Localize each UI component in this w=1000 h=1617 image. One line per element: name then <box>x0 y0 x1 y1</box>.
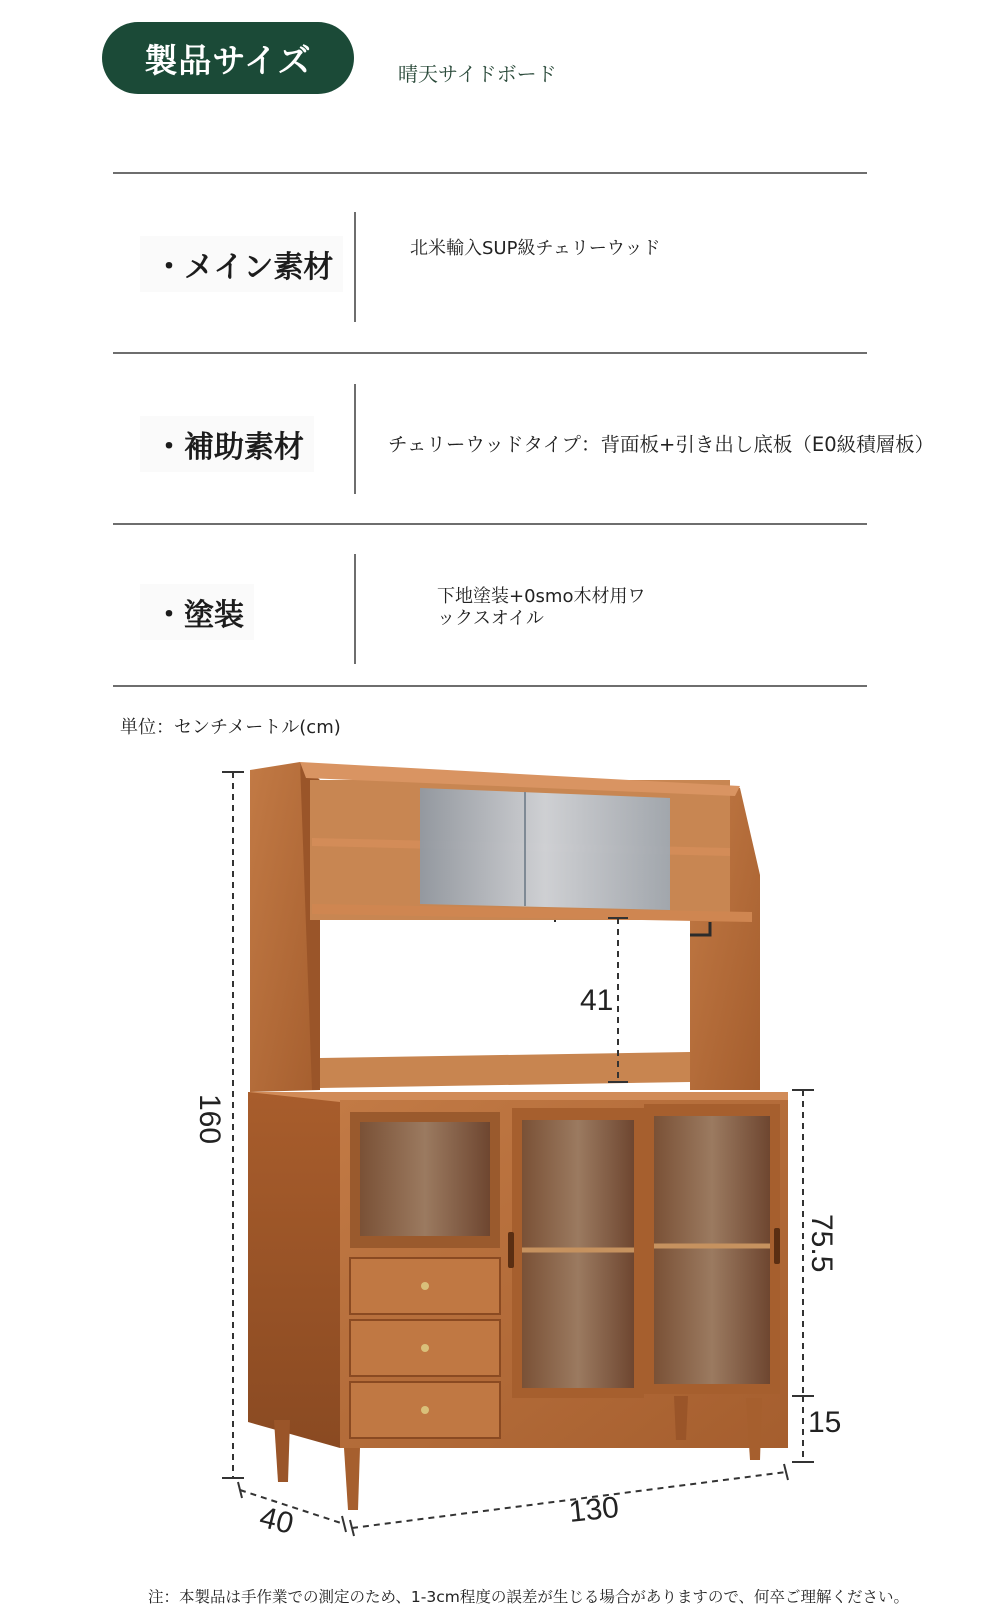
dim-shelf-gap: 41 <box>580 984 614 1017</box>
base-cabinet <box>248 1092 788 1510</box>
dim-leg-height: 15 <box>808 1406 842 1439</box>
spec-label-finish: ・塗装 <box>140 584 254 640</box>
product-name: 晴天サイドボード <box>398 62 557 86</box>
spec-value-main-material: 北米輸入SUP級チェリーウッド <box>410 238 661 259</box>
spec-label-main-material: ・メイン素材 <box>140 236 343 292</box>
spec-value-finish-line2: ックスオイル <box>437 607 544 629</box>
unit-label: 単位：センチメートル(cm) <box>120 717 341 738</box>
dim-cabinet-height: 75.5 <box>805 1214 838 1273</box>
spec-value-sub-material: チェリーウッドタイプ：背面板+引き出し底板（E0級積層板） <box>388 433 935 456</box>
spec-label-sub-material: ・補助素材 <box>140 416 314 472</box>
dim-depth: 40 <box>256 1500 297 1541</box>
dim-height-total: 160 <box>193 1094 226 1145</box>
spec-value-finish-line1: 下地塗装+0smo木材用ワ <box>437 586 646 607</box>
section-badge: 製品サイズ <box>102 22 354 94</box>
dim-width: 130 <box>567 1490 621 1529</box>
hutch <box>250 762 760 1092</box>
measurement-note: 注：本製品は手作業での測定のため、1-3cm程度の誤差が生じる場合がありますので、何卒ご理解ください。 <box>148 1588 910 1606</box>
